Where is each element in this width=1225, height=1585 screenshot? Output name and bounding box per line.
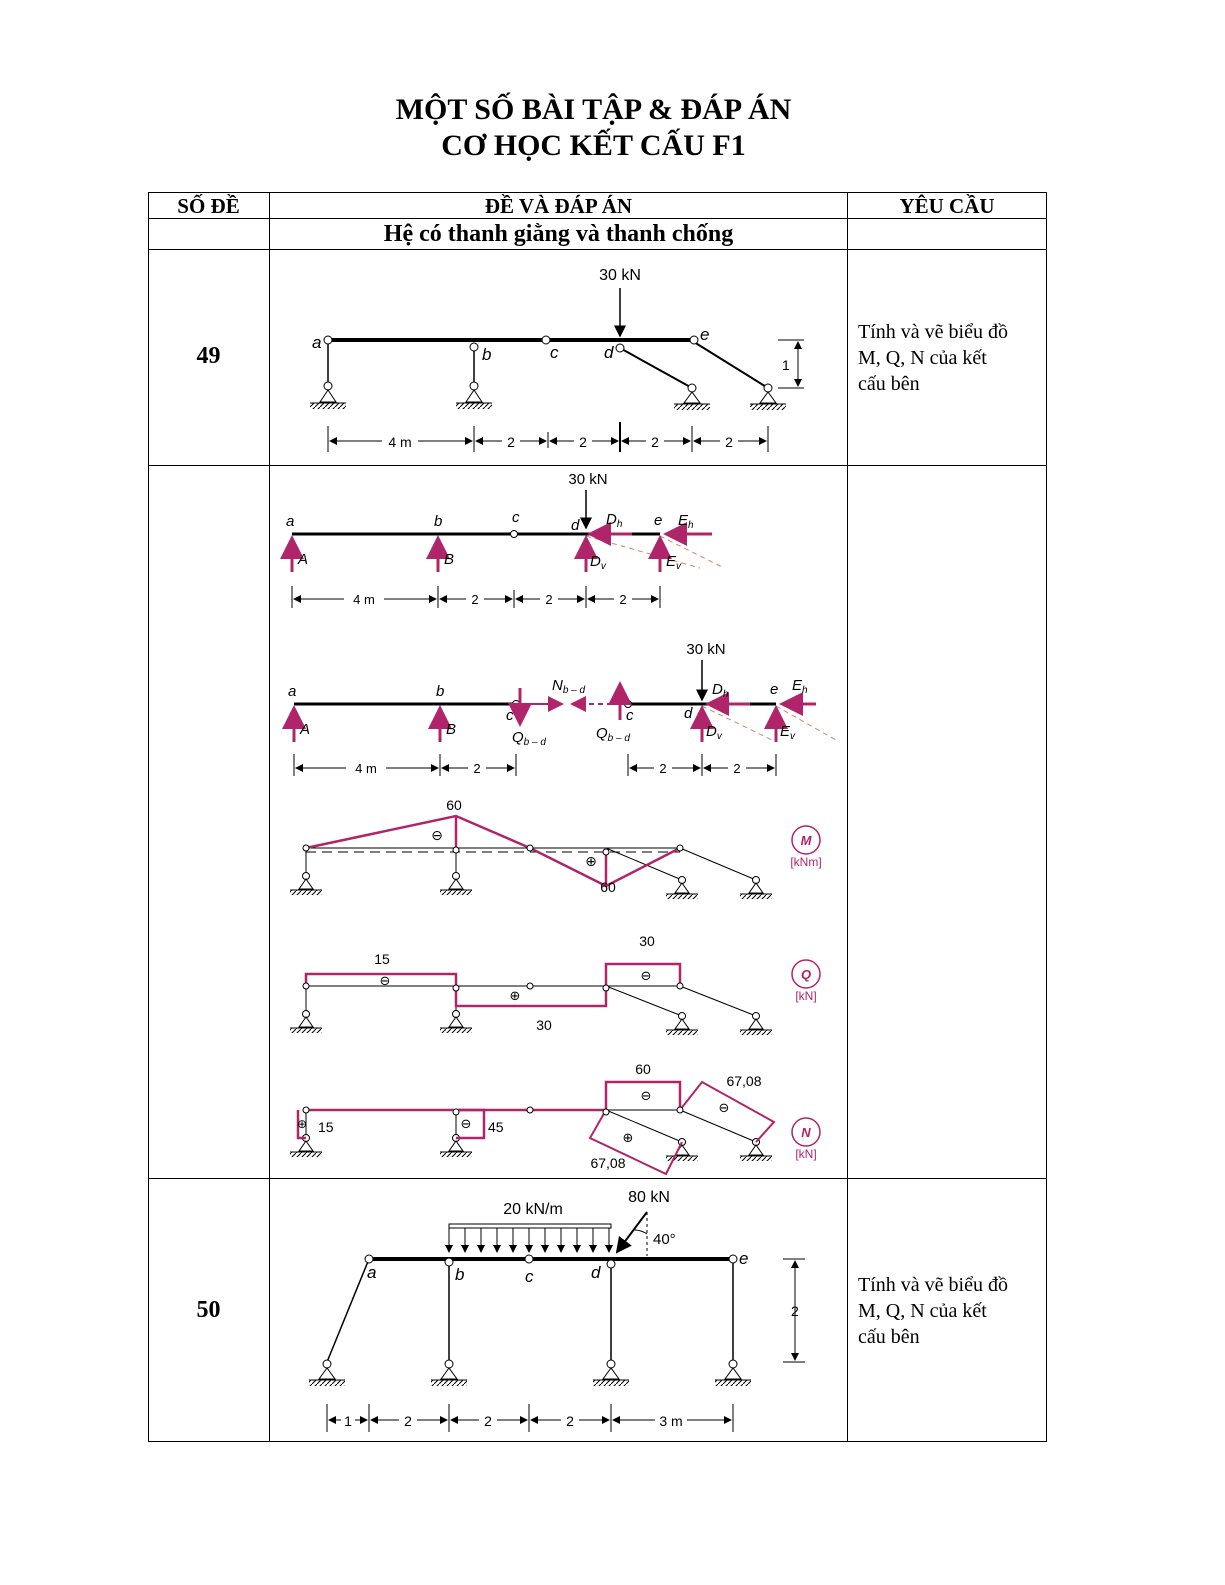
figure-50-structure <box>305 1182 815 1440</box>
table-border-left <box>148 192 149 1442</box>
node-label-a: a <box>286 513 295 530</box>
force-label-dh: $D_h$ <box>606 511 623 530</box>
dimension-label: 2 <box>579 434 587 450</box>
table-rule <box>148 249 1047 250</box>
header-yeu-cau: YÊU CẦU <box>899 194 995 218</box>
dimension-label: 2 <box>733 761 741 776</box>
sign-positive: ⊕ <box>509 988 521 1003</box>
node-label-d: d <box>604 343 614 362</box>
force-label-ev: $E_v$ <box>780 723 796 742</box>
exercise-number-50: 50 <box>196 1297 221 1323</box>
requirement-line: cấu bên <box>858 373 920 395</box>
table-column-rule <box>269 192 270 1442</box>
shear-diagram <box>290 933 820 1035</box>
requirement-line: Tính và vẽ biểu đồ <box>858 321 1008 343</box>
shear-value: 30 <box>536 1017 552 1033</box>
force-label-eh: $E_h$ <box>678 512 694 531</box>
diagram-symbol: M <box>800 833 812 848</box>
table-rule <box>148 1178 1047 1179</box>
node-label-a: a <box>367 1263 377 1282</box>
dimension-label: 3 m <box>659 1413 683 1429</box>
load-label: 30 kN <box>599 267 641 284</box>
pin-support-strut-d <box>674 384 710 410</box>
moment-value: 60 <box>446 797 462 813</box>
hinge-c <box>542 336 550 344</box>
reaction-label-a: A <box>298 551 309 568</box>
node-label-b: b <box>482 345 492 364</box>
force-label-eh: $E_h$ <box>792 677 808 696</box>
dimension-label: 2 <box>545 592 553 607</box>
axial-value: 67,08 <box>590 1155 626 1171</box>
point-load-label: 80 kN <box>628 1189 670 1206</box>
node-label-b: b <box>434 513 443 530</box>
hinge-b <box>470 343 478 351</box>
dimension-label: 2 <box>404 1413 412 1429</box>
node-label-c: c <box>525 1267 534 1286</box>
shear-value: 15 <box>374 951 390 967</box>
node-label-c-left: c <box>506 707 514 724</box>
hinge-a <box>365 1255 373 1263</box>
node-label-c: c <box>512 509 520 526</box>
node-label-c-right: c <box>626 707 634 724</box>
dimension-label: 2 <box>473 761 481 776</box>
page-title-line-2: CƠ HỌC KẾT CẤU F1 <box>441 129 746 162</box>
reaction-label-b: B <box>446 721 457 738</box>
node-label-e: e <box>770 681 779 698</box>
dimension-label: 2 <box>566 1413 574 1429</box>
axial-value: 60 <box>635 1061 651 1077</box>
node-label-e: e <box>700 325 710 344</box>
hinge-e <box>729 1255 737 1263</box>
dimension-label: 2 <box>484 1413 492 1429</box>
diagram-symbol: N <box>801 1125 811 1140</box>
node-label-b: b <box>436 683 445 700</box>
distributed-load <box>449 1224 611 1252</box>
force-label-dv: $D_v$ <box>706 723 722 742</box>
dimension-label: 2 <box>619 592 627 607</box>
node-label-b: b <box>455 1265 465 1284</box>
dimension-label: 2 <box>507 434 515 450</box>
page-title-line-1: MỘT SỐ BÀI TẬP & ĐÁP ÁN <box>395 93 792 126</box>
force-label-n: $N_{b - d}$ <box>552 677 586 696</box>
section-title: Hệ có thanh giằng và thanh chống <box>383 221 734 247</box>
sign-negative: ⊖ <box>718 1100 730 1115</box>
node-label-d: d <box>571 517 580 534</box>
requirement-line: cấu bên <box>858 1326 920 1348</box>
load-label: 30 kN <box>686 641 726 658</box>
load-label: 30 kN <box>568 471 608 488</box>
height-label: 2 <box>791 1303 799 1319</box>
node-label-a: a <box>288 683 297 700</box>
table-border-right <box>1046 192 1047 1442</box>
reaction-label-a: A <box>300 721 311 738</box>
diagram-symbol: Q <box>800 967 812 982</box>
axial-force-diagram <box>290 1061 820 1174</box>
axial-value: 15 <box>318 1119 334 1135</box>
axial-value: 45 <box>488 1119 504 1135</box>
header-de-va-dap-an: ĐỀ VÀ ĐÁP ÁN <box>484 194 633 218</box>
node-label-e: e <box>654 512 663 529</box>
diagram-unit: [kNm] <box>790 855 822 869</box>
node-label-d: d <box>684 705 693 722</box>
hinge-c <box>525 1255 533 1263</box>
free-body-diagram-2 <box>288 641 836 776</box>
diagram-unit: [kN] <box>795 989 817 1003</box>
sign-positive: ⊕ <box>622 1130 634 1145</box>
sign-negative: ⊖ <box>460 1116 472 1131</box>
requirement-line: M, Q, N của kết <box>858 1300 987 1322</box>
force-label-ev: $E_v$ <box>666 553 682 572</box>
table-rule <box>148 465 1047 466</box>
force-label-dv: $D_v$ <box>590 553 606 572</box>
hinge-d <box>616 344 624 352</box>
distributed-load-label: 20 kN/m <box>503 1201 563 1218</box>
dimension-label: 2 <box>725 434 733 450</box>
figure-49-structure <box>290 252 830 462</box>
dimension-label: 4 m <box>355 761 377 776</box>
sign-negative: ⊖ <box>640 968 652 983</box>
sign-negative: ⊖ <box>640 1088 652 1103</box>
requirement-line: Tính và vẽ biểu đồ <box>858 1274 1008 1296</box>
sign-positive: ⊕ <box>585 853 597 869</box>
node-label-e: e <box>739 1249 749 1268</box>
table-column-rule <box>847 192 848 1442</box>
dimension-label: 4 m <box>388 434 412 450</box>
force-label-dh: $D_h$ <box>712 681 729 700</box>
free-body-diagram-1 <box>286 471 724 608</box>
sign-negative: ⊖ <box>431 827 443 843</box>
inclined-strut-a <box>327 1259 369 1362</box>
hinge-e <box>690 336 698 344</box>
moment-value: 60 <box>600 879 616 895</box>
requirement-line: M, Q, N của kết <box>858 347 987 369</box>
header-so-de: SỐ ĐỀ <box>177 194 240 218</box>
moment-diagram <box>290 797 822 899</box>
hinge-b <box>445 1258 453 1266</box>
figure-49-solution <box>280 468 840 1178</box>
requirement-49 <box>858 319 1043 397</box>
exercise-number-49: 49 <box>196 343 221 369</box>
dimension-label: 4 m <box>353 592 375 607</box>
angle-label: 40° <box>653 1231 676 1248</box>
shear-value: 30 <box>639 933 655 949</box>
dimension-label: 2 <box>471 592 479 607</box>
axial-value: 67,08 <box>726 1073 762 1089</box>
node-label-a: a <box>312 333 322 352</box>
force-label-q-left: $Q_{b - d}$ <box>512 729 546 748</box>
requirement-50 <box>858 1272 1043 1350</box>
force-label-q-right: $Q_{b - d}$ <box>596 725 630 744</box>
table-border-bottom <box>148 1441 1047 1442</box>
dimension-label: 2 <box>659 761 667 776</box>
sign-positive: ⊕ <box>296 1117 308 1131</box>
hinge-d <box>607 1260 615 1268</box>
reaction-label-b: B <box>444 551 455 568</box>
pin-support-a <box>310 382 346 409</box>
strut-d <box>620 348 692 388</box>
height-label: 1 <box>782 357 790 373</box>
pin-support-b <box>456 382 492 409</box>
hinge-a <box>324 336 332 344</box>
strut-e <box>694 342 768 388</box>
dimension-label: 1 <box>344 1413 352 1429</box>
sign-negative: ⊖ <box>379 973 391 988</box>
node-label-d: d <box>591 1263 601 1282</box>
diagram-unit: [kN] <box>795 1147 817 1161</box>
node-label-c: c <box>550 343 559 362</box>
dimension-label: 2 <box>651 434 659 450</box>
